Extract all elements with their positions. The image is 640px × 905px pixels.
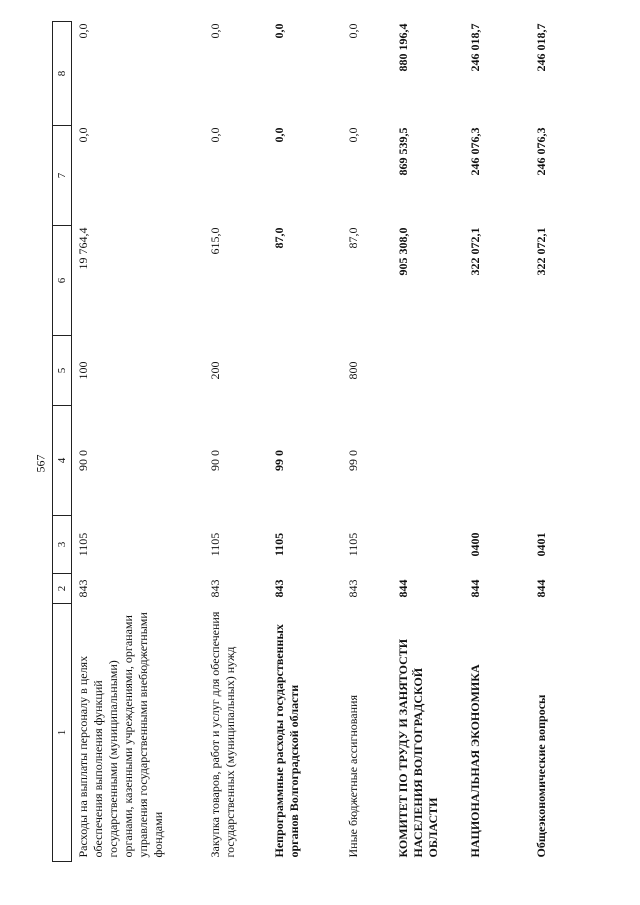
table-row	[530, 22, 590, 862]
cell-section-code: 0401	[534, 532, 548, 557]
header-cell: 4	[53, 406, 72, 516]
row-name: КОМИТЕТ ПО ТРУДУ И ЗАНЯТОСТИ НАСЕЛЕНИЯ ВОЛГОГРАДСКОЙ ОБЛАСТИ	[396, 638, 440, 858]
header-cell: 1	[53, 604, 72, 862]
budget-table-sheet	[52, 22, 602, 862]
row-name: Непрограммные расходы государственных органов Волгоградской области	[272, 624, 301, 858]
cell-amount-col6: 87,0	[272, 227, 286, 249]
cell-amount-col7: 0,0	[208, 127, 222, 143]
cell-expense-type: 200	[208, 361, 222, 380]
cell-admin-code: 844	[396, 579, 410, 598]
cell-amount-col6: 19 764,4	[76, 227, 90, 270]
table-row	[204, 22, 268, 862]
header-cell: 8	[53, 22, 72, 126]
cell-amount-col7: 0,0	[346, 127, 360, 143]
cell-admin-code: 843	[208, 579, 222, 598]
cell-amount-col8: 880 196,4	[396, 23, 410, 72]
row-name: Общеэкономические вопросы	[534, 694, 548, 858]
cell-section-code: 1105	[208, 532, 222, 557]
table-row	[342, 22, 392, 862]
header-cell: 6	[53, 226, 72, 336]
row-name: Иные бюджетные ассигнования	[346, 695, 360, 858]
cell-amount-col8: 0,0	[208, 23, 222, 39]
cell-amount-col7: 0,0	[272, 127, 286, 143]
cell-admin-code: 844	[534, 579, 548, 598]
cell-amount-col6: 615,0	[208, 227, 222, 255]
cell-expense-type	[392, 336, 464, 406]
header-cell: 7	[53, 126, 72, 226]
cell-section-code: 0400	[468, 532, 482, 557]
row-name: Расходы на выплаты персоналу в целях обеспечения выполнения функций государственными (муниципальными) органами, казенными учреждениями, органами управления государственными внебюджетными фондами	[76, 612, 165, 858]
cell-amount-col7: 869 539,5	[396, 127, 410, 176]
table-row	[268, 22, 342, 862]
cell-target-code: 90 0	[76, 450, 90, 471]
table-row	[464, 22, 530, 862]
cell-expense-type: 100	[76, 361, 90, 380]
cell-expense-type	[464, 336, 530, 406]
cell-target-code: 99 0	[272, 450, 286, 471]
cell-amount-col7: 0,0	[76, 127, 90, 143]
header-cell: 3	[53, 516, 72, 574]
table-header-row	[53, 22, 72, 862]
cell-section-code: 1105	[346, 532, 360, 557]
cell-target-code	[392, 406, 464, 516]
cell-target-code	[530, 406, 590, 516]
cell-section-code: 1105	[76, 532, 90, 557]
cell-amount-col7: 246 076,3	[534, 127, 548, 176]
cell-expense-type: 800	[346, 361, 360, 380]
cell-target-code	[464, 406, 530, 516]
cell-amount-col7: 246 076,3	[468, 127, 482, 176]
cell-amount-col8: 0,0	[346, 23, 360, 39]
cell-target-code: 90 0	[208, 450, 222, 471]
table-row	[72, 22, 205, 862]
cell-expense-type	[268, 336, 342, 406]
cell-amount-col8: 246 018,7	[468, 23, 482, 72]
header-cell: 5	[53, 336, 72, 406]
cell-admin-code: 843	[76, 579, 90, 598]
cell-admin-code: 843	[272, 579, 286, 598]
header-cell: 2	[53, 574, 72, 604]
cell-target-code: 99 0	[346, 450, 360, 471]
cell-amount-col8: 246 018,7	[534, 23, 548, 72]
cell-amount-col8: 0,0	[272, 23, 286, 39]
table-row	[392, 22, 464, 862]
cell-amount-col8: 0,0	[76, 23, 90, 39]
cell-amount-col6: 322 072,1	[534, 227, 548, 276]
cell-section-code	[392, 516, 464, 574]
cell-amount-col6: 905 308,0	[396, 227, 410, 276]
cell-admin-code: 844	[468, 579, 482, 598]
cell-amount-col6: 87,0	[346, 227, 360, 249]
cell-amount-col6: 322 072,1	[468, 227, 482, 276]
cell-admin-code: 843	[346, 579, 360, 598]
budget-table	[52, 21, 590, 862]
row-name: Закупка товаров, работ и услуг для обеспечения государственных (муниципальных) нужд	[208, 611, 237, 858]
cell-section-code: 1105	[272, 532, 286, 557]
page-number: 567	[33, 454, 48, 473]
cell-expense-type	[530, 336, 590, 406]
row-name: НАЦИОНАЛЬНАЯ ЭКОНОМИКА	[468, 664, 482, 858]
